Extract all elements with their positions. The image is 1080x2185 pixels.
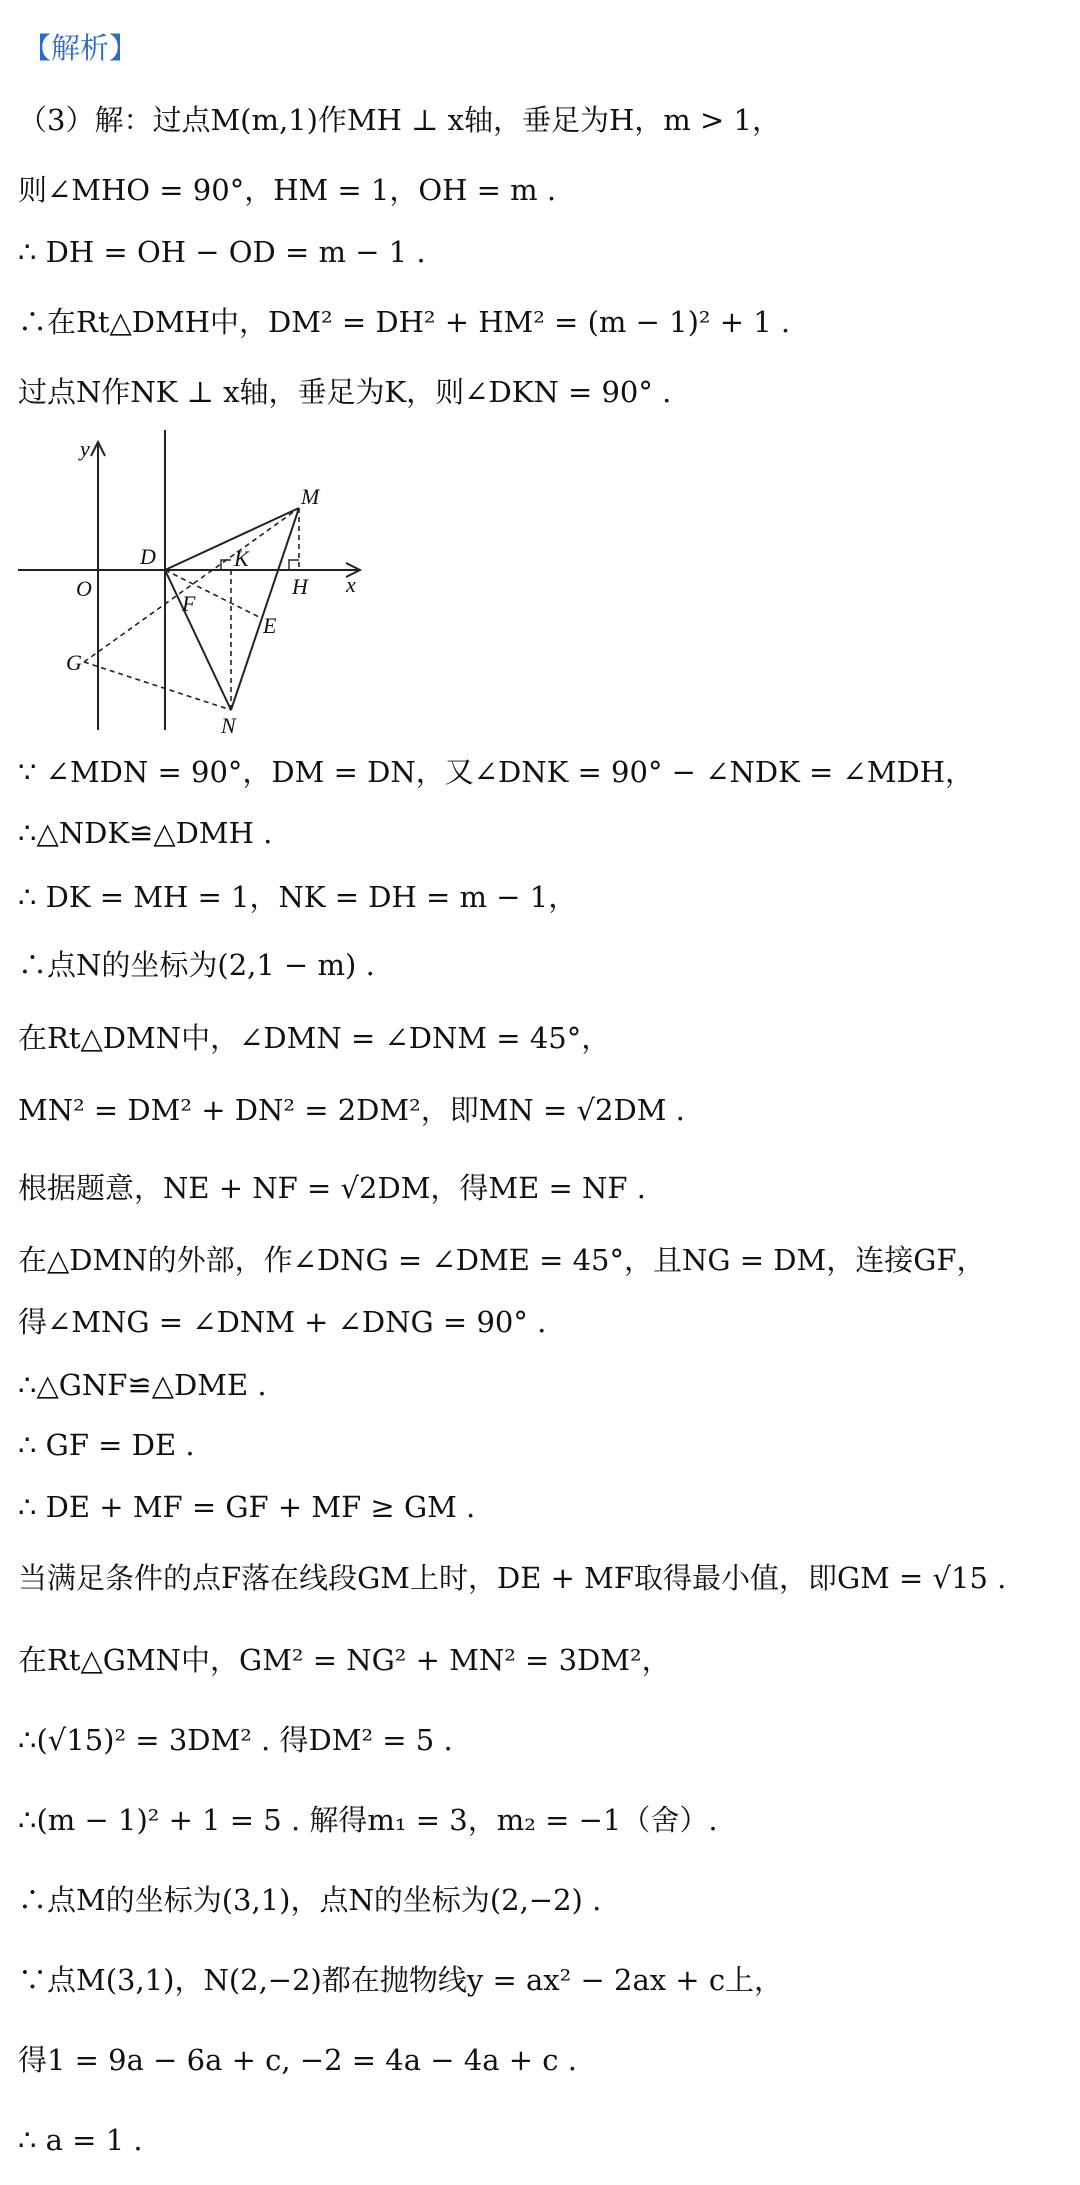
solution-line-14: 得∠MNG = ∠DNM + ∠DNG = 90° . <box>18 1305 547 1339</box>
solution-line-3: ∴ DH = OH − OD = m − 1 . <box>18 235 426 269</box>
label-x: x <box>346 572 356 597</box>
label-y: y <box>80 436 90 461</box>
solution-line-25: ∴ a = 1 . <box>18 2123 143 2157</box>
solution-line-20: ∴(√15)² = 3DM² . 得DM² = 5 . <box>18 1723 453 1757</box>
solution-line-16: ∴ GF = DE . <box>18 1428 195 1462</box>
analysis-heading: 【解析】 <box>22 31 139 65</box>
solution-line-19: 在Rt△GMN中，GM² = NG² + MN² = 3DM²， <box>18 1643 671 1677</box>
label-f: F <box>182 591 196 616</box>
solution-line-1: （3）解：过点M(m,1)作MH ⊥ x轴，垂足为H，m > 1， <box>18 103 781 137</box>
geometry-figure <box>14 430 374 740</box>
label-n: N <box>221 713 236 738</box>
solution-line-22: ∴点M的坐标为(3,1)，点N的坐标为(2,−2) . <box>18 1883 602 1917</box>
solution-line-11: MN² = DM² + DN² = 2DM²，即MN = √2DM . <box>18 1093 685 1127</box>
solution-line-23: ∵点M(3,1)，N(2,−2)都在抛物线y = ax² − 2ax + c上， <box>18 1963 784 1997</box>
segment-mn <box>231 508 299 710</box>
solution-line-8: ∴ DK = MH = 1，NK = DH = m − 1， <box>18 880 578 914</box>
segment-gm <box>84 508 299 662</box>
solution-line-21: ∴(m − 1)² + 1 = 5 . 解得m₁ = 3，m₂ = −1（舍）. <box>18 1803 718 1837</box>
solution-line-5: 过点N作NK ⊥ x轴，垂足为K，则∠DKN = 90° . <box>18 375 672 409</box>
solution-line-9: ∴点N的坐标为(2,1 − m) . <box>18 948 375 982</box>
solution-line-2: 则∠MHO = 90°，HM = 1，OH = m . <box>18 173 557 207</box>
right-angle-mark-h <box>289 560 299 570</box>
solution-line-15: ∴△GNF≌△DME . <box>18 1368 267 1402</box>
solution-line-13: 在△DMN的外部，作∠DNG = ∠DME = 45°，且NG = DM，连接GF， <box>18 1243 986 1277</box>
label-h: H <box>292 574 308 599</box>
label-m: M <box>301 484 320 509</box>
solution-line-17: ∴ DE + MF = GF + MF ≥ GM . <box>18 1490 476 1524</box>
solution-line-10: 在Rt△DMN中，∠DMN = ∠DNM = 45°， <box>18 1021 611 1055</box>
solution-line-7: ∴△NDK≌△DMH . <box>18 816 273 850</box>
solution-line-24: 得1 = 9a − 6a + c, −2 = 4a − 4a + c . <box>18 2043 577 2077</box>
solution-line-12: 根据题意，NE + NF = √2DM，得ME = NF . <box>18 1171 646 1205</box>
label-k: K <box>234 546 249 571</box>
label-o: O <box>76 576 92 601</box>
right-angle-mark-k <box>221 560 231 570</box>
segment-gn <box>84 662 231 710</box>
solution-line-6: ∵ ∠MDN = 90°，DM = DN，又∠DNK = 90° − ∠NDK = ∠MDH， <box>18 755 975 789</box>
label-g: G <box>66 650 82 675</box>
solution-line-4: ∴在Rt△DMH中，DM² = DH² + HM² = (m − 1)² + 1 . <box>18 305 791 339</box>
segment-dn <box>165 570 231 710</box>
label-e: E <box>263 613 277 638</box>
segment-dm <box>165 508 299 570</box>
label-d: D <box>140 544 156 569</box>
solution-line-18: 当满足条件的点F落在线段GM上时，DE + MF取得最小值，即GM = √15 . <box>18 1561 1007 1595</box>
